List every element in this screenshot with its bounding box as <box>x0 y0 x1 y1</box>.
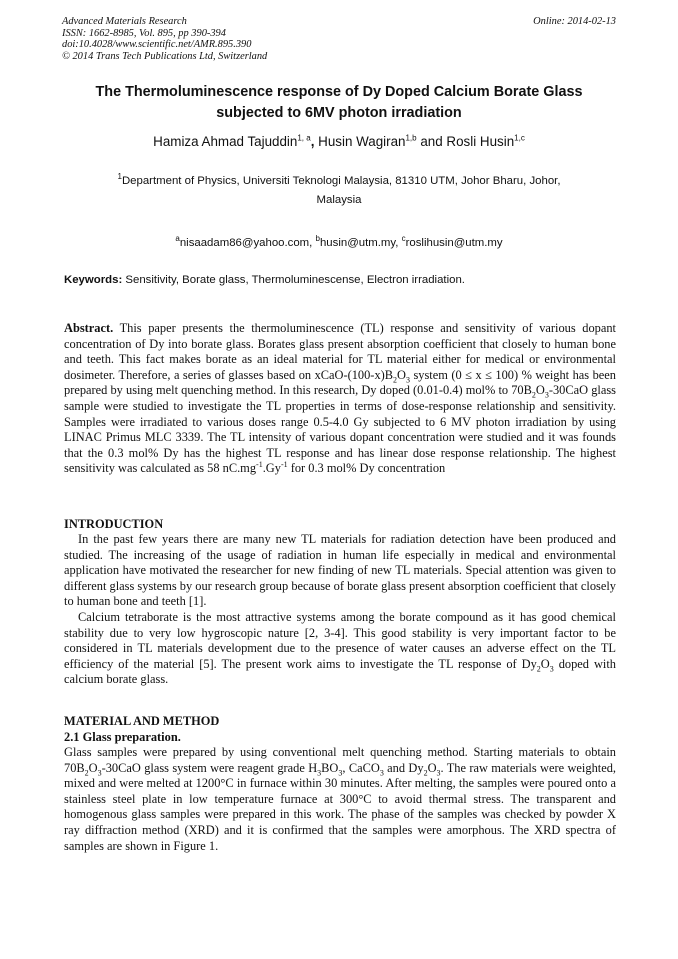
method-text-4: BO <box>321 760 339 775</box>
method-text-3: -30CaO glass system were reagent grade H <box>101 760 318 775</box>
author-2: Husin Wagiran <box>318 134 406 149</box>
author-1: Hamiza Ahmad Tajuddin <box>153 134 298 149</box>
affiliation-text: Department of Physics, Universiti Teknologi Malaysia, 81310 UTM, Johor Bharu, Johor, Malaysia <box>121 175 561 206</box>
author-3-sup: 1,c <box>514 133 525 143</box>
author-and: and <box>420 134 443 149</box>
intro-p2-text-3: doped with calcium borate glass. <box>64 656 616 687</box>
issn: ISSN: 1662-8985, Vol. 895, pp 390-394 <box>62 27 226 39</box>
author-emails <box>40 234 638 249</box>
method-text-8: . The raw materials were weighted, mixed and were melted at 1200°C in furnace within 30 minutes. After melting, the samples were poured onto a stainless steel plate in low temperature furnace at 300°C to avoid thermal stress. The transparent and homogenous glass samples were prepared in this work. The phase of the samples was checked by powder X ray diffraction method (XRD) and it is confirmed that the samples were amorphous. The XRD spectra of samples are shown in Figure 1. <box>64 760 616 853</box>
keywords-label: Keywords: <box>64 274 123 286</box>
affiliation-sup: 1 <box>117 172 122 182</box>
author-1-sup: 1, a <box>297 133 311 143</box>
intro-p2-text-1: Calcium tetraborate is the most attractive systems among the borate compound as it has good chemical stability due to very low hygroscopic nature [2, 3-4]. This good stability is very important factor to be considered in TL materials development due to the presence of water causes an adverse effect on the TL efficiency of the material [5]. The present work aims to investigate the TL response of Dy <box>64 609 616 671</box>
author-list: Hamiza Ahmad Tajuddin$^{1, a}$, Husin Wagiran$^{1,b}$ and Rosli Husin$^{1,c}$ <box>153 133 525 149</box>
author-3: Rosli Husin <box>446 134 515 149</box>
sub: 3 <box>549 664 554 674</box>
paper-title <box>40 82 638 124</box>
sub: 2 <box>423 768 428 778</box>
abstract <box>64 321 616 477</box>
email-a[interactable]: nisaadam86@yahoo.com, <box>179 237 313 249</box>
method-text-6: and Dy <box>383 760 424 775</box>
abstract-text-1: This paper presents the thermoluminescence (TL) response and sensitivity of various dopant concentration of Dy into borate glass. Borates glass present absorption coefficient that closely to human bone and teeth. This fact makes borate as an ideal material for TL material either for medical or environmental dosimeter. Therefore, a series of glasses based on xCaO-(100-x)B <box>64 321 617 382</box>
online-date: Online: 2014-02-13 <box>533 16 616 27</box>
sub: 3 <box>379 768 384 778</box>
introduction <box>64 532 616 688</box>
sup: -1 <box>280 460 288 470</box>
journal-name: Advanced Materials Research <box>62 16 187 27</box>
sub: 3 <box>97 768 102 778</box>
sub: 3 <box>405 375 410 385</box>
email-b[interactable]: husin@utm.my, <box>319 237 399 249</box>
abstract-text-5: -30CaO glass sample were studied to investigate the TL properties in terms of dose-response relationship and sensitivity. Samples were irradiated to various doses range 0.5-4.0 Gy subjected to 6 MV photon irradiation by using LINAC Primus MLC 3339. The TL intensity of various dopant concentration were studied and it was founds that the 0.3 mol% Dy has the highest TL response and has linear dose response relationship. The highest sensitivity was calculated as 58 nC.mg <box>64 383 616 476</box>
email-b-sup: b <box>315 234 320 244</box>
affiliation <box>100 172 578 210</box>
title-line-2: subjected to 6MV photon irradiation <box>216 105 462 121</box>
method-text-2: O <box>88 760 98 775</box>
sub: 2 <box>536 664 541 674</box>
doi: doi:10.4028/www.scientific.net/AMR.895.390 <box>62 39 252 51</box>
copyright: © 2014 Trans Tech Publications Ltd, Switzerland <box>62 50 268 62</box>
method-paragraph <box>64 745 616 854</box>
method-subheading: 2.1 Glass preparation. <box>64 729 181 744</box>
email-a-sup: a <box>175 234 180 244</box>
sub: 3 <box>338 768 343 778</box>
abstract-text-6: .Gy <box>262 461 281 476</box>
abstract-text-2: O <box>397 367 406 382</box>
method-heading-block <box>64 714 219 745</box>
introduction-heading: INTRODUCTION <box>64 517 164 531</box>
keywords-text: Sensitivity, Borate glass, Thermoluminescense, Electron irradiation. <box>125 274 465 286</box>
abstract-text-3: system (0 ≤ x ≤ 100) % weight has been prepared by using melt quenching method. In this research, Dy doped (0.01-0.4) mol% to 70B <box>64 367 616 398</box>
sup: -1 <box>256 460 263 470</box>
author-2-sup: 1,b <box>405 133 417 143</box>
intro-paragraph-1: In the past few years there are many new TL materials for radiation detection have been produced and studied. The increasing of the usage of radiation in human life especially in medical and environmental application have motivated the researcher for new finding of new TL materials. Special attention was given to different glass systems by our research group because of borate glass present absorption coefficient that closely to human bone and teeth [1]. <box>64 532 616 609</box>
sub: 3 <box>436 768 441 778</box>
method-text-1: Glass samples were prepared by using conventional melt quenching method. Starting materials to obtain 70B <box>64 745 616 775</box>
title-line-1: The Thermoluminescence response of Dy Doped Calcium Borate Glass <box>95 84 583 100</box>
abstract-text-4: O <box>535 383 545 398</box>
sub: 2 <box>84 768 89 778</box>
method-text-5: , CaCO <box>342 760 380 775</box>
email-c-sup: c <box>401 234 406 244</box>
intro-p2-text-2: O <box>540 656 550 671</box>
intro-paragraph-2 <box>64 610 616 688</box>
abstract-text-7: for 0.3 mol% Dy concentration <box>287 461 446 476</box>
sub: 3 <box>544 390 549 400</box>
journal-header <box>62 16 618 62</box>
keywords <box>64 274 624 286</box>
abstract-label: Abstract. <box>64 321 114 335</box>
email-c[interactable]: roslihusin@utm.my <box>405 237 503 249</box>
sub: 3 <box>317 768 322 778</box>
method-text-7: O <box>427 760 437 775</box>
sub: 2 <box>531 390 536 400</box>
sub: 2 <box>393 375 398 385</box>
method-heading: MATERIAL AND METHOD <box>64 714 220 728</box>
